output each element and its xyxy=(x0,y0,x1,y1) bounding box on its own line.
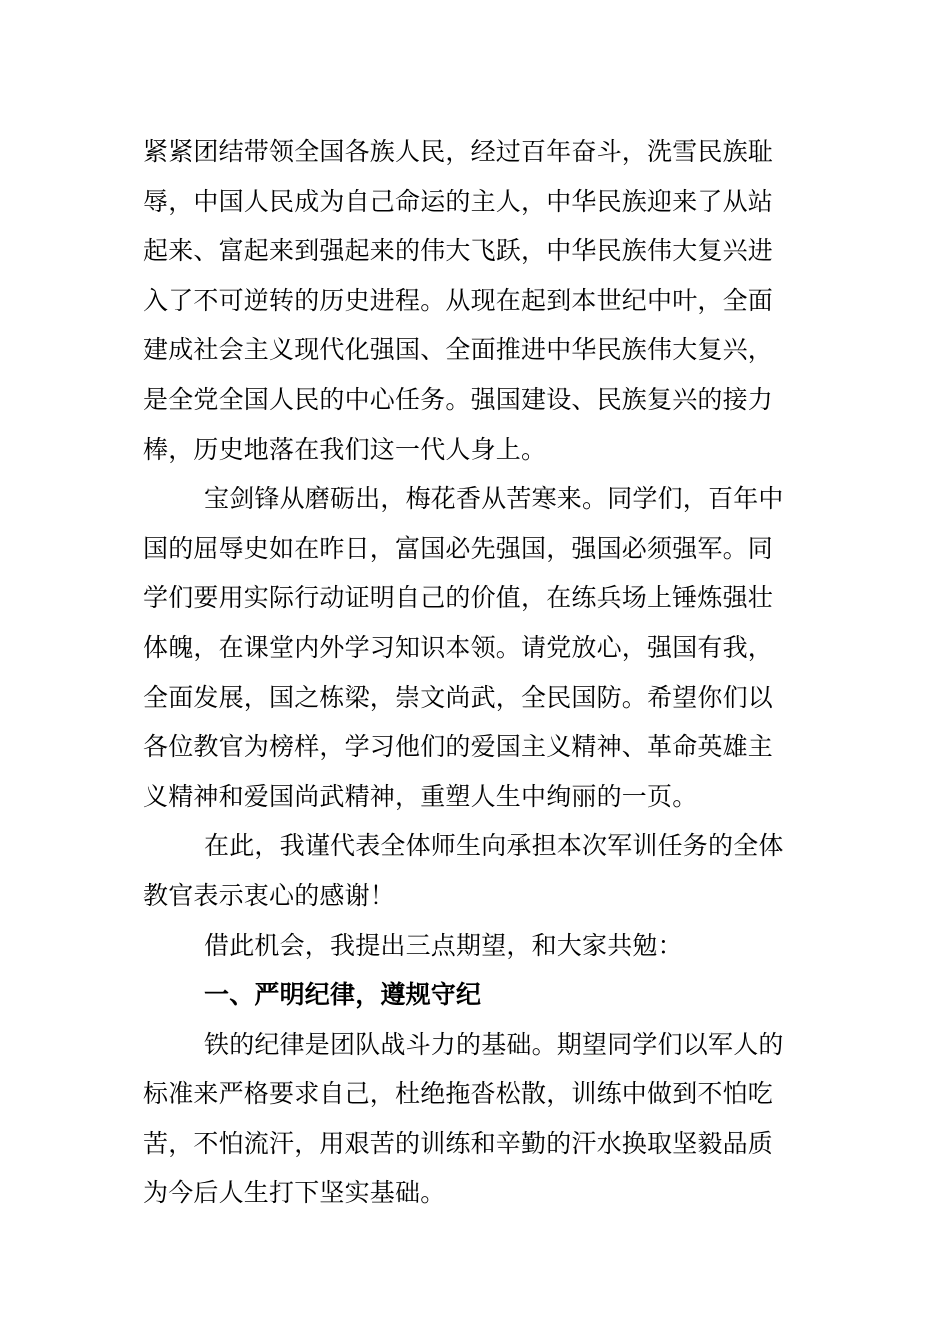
text-line: 标准来严格要求自己，杜绝拖沓松散，训练中做到不怕吃 xyxy=(143,1079,774,1109)
text-line: 国的屈辱史如在昨日，富国必先强国，强国必须强军。同 xyxy=(143,533,774,563)
text-line: 全面发展，国之栋梁，崇文尚武，全民国防。希望你们以 xyxy=(143,682,774,712)
text-line: 学们要用实际行动证明自己的价值，在练兵场上锤炼强壮 xyxy=(143,583,774,613)
text-line: 棒，历史地落在我们这一代人身上。 xyxy=(143,434,547,464)
paragraph-first-line: 在此，我谨代表全体师生向承担本次军训任务的全体 xyxy=(204,831,784,861)
text-line: 苦，不怕流汗，用艰苦的训练和辛勤的汗水换取坚毅品质 xyxy=(143,1128,774,1158)
text-line: 建成社会主义现代化强国、全面推进中华民族伟大复兴， xyxy=(143,335,774,365)
text-line: 起来、富起来到强起来的伟大飞跃，中华民族伟大复兴进 xyxy=(143,236,774,266)
document-body xyxy=(143,127,808,1218)
paragraph-first-line: 借此机会，我提出三点期望，和大家共勉： xyxy=(204,930,683,960)
text-line: 紧紧团结带领全国各族人民，经过百年奋斗，洗雪民族耻 xyxy=(143,137,774,166)
text-line: 为今后人生打下坚实基础。 xyxy=(143,1178,446,1208)
text-line: 是全党全国人民的中心任务。强国建设、民族复兴的接力 xyxy=(143,384,774,414)
text-line: 辱，中国人民成为自己命运的主人，中华民族迎来了从站 xyxy=(143,186,774,216)
text-line: 教官表示衷心的感谢！ xyxy=(143,880,396,910)
paragraph-first-line: 宝剑锋从磨砺出，梅花香从苦寒来。同学们，百年中 xyxy=(204,484,784,514)
text-line: 各位教官为榜样，学习他们的爱国主义精神、革命英雄主 xyxy=(143,732,774,762)
text-line: 入了不可逆转的历史进程。从现在起到本世纪中叶，全面 xyxy=(143,285,774,315)
section-heading: 一、严明纪律，遵规守纪 xyxy=(204,980,482,1010)
text-line: 义精神和爱国尚武精神，重塑人生中绚丽的一页。 xyxy=(143,781,698,811)
text-line: 体魄，在课堂内外学习知识本领。请党放心，强国有我， xyxy=(143,632,774,662)
paragraph-first-line: 铁的纪律是团队战斗力的基础。期望同学们以军人的 xyxy=(204,1029,784,1059)
